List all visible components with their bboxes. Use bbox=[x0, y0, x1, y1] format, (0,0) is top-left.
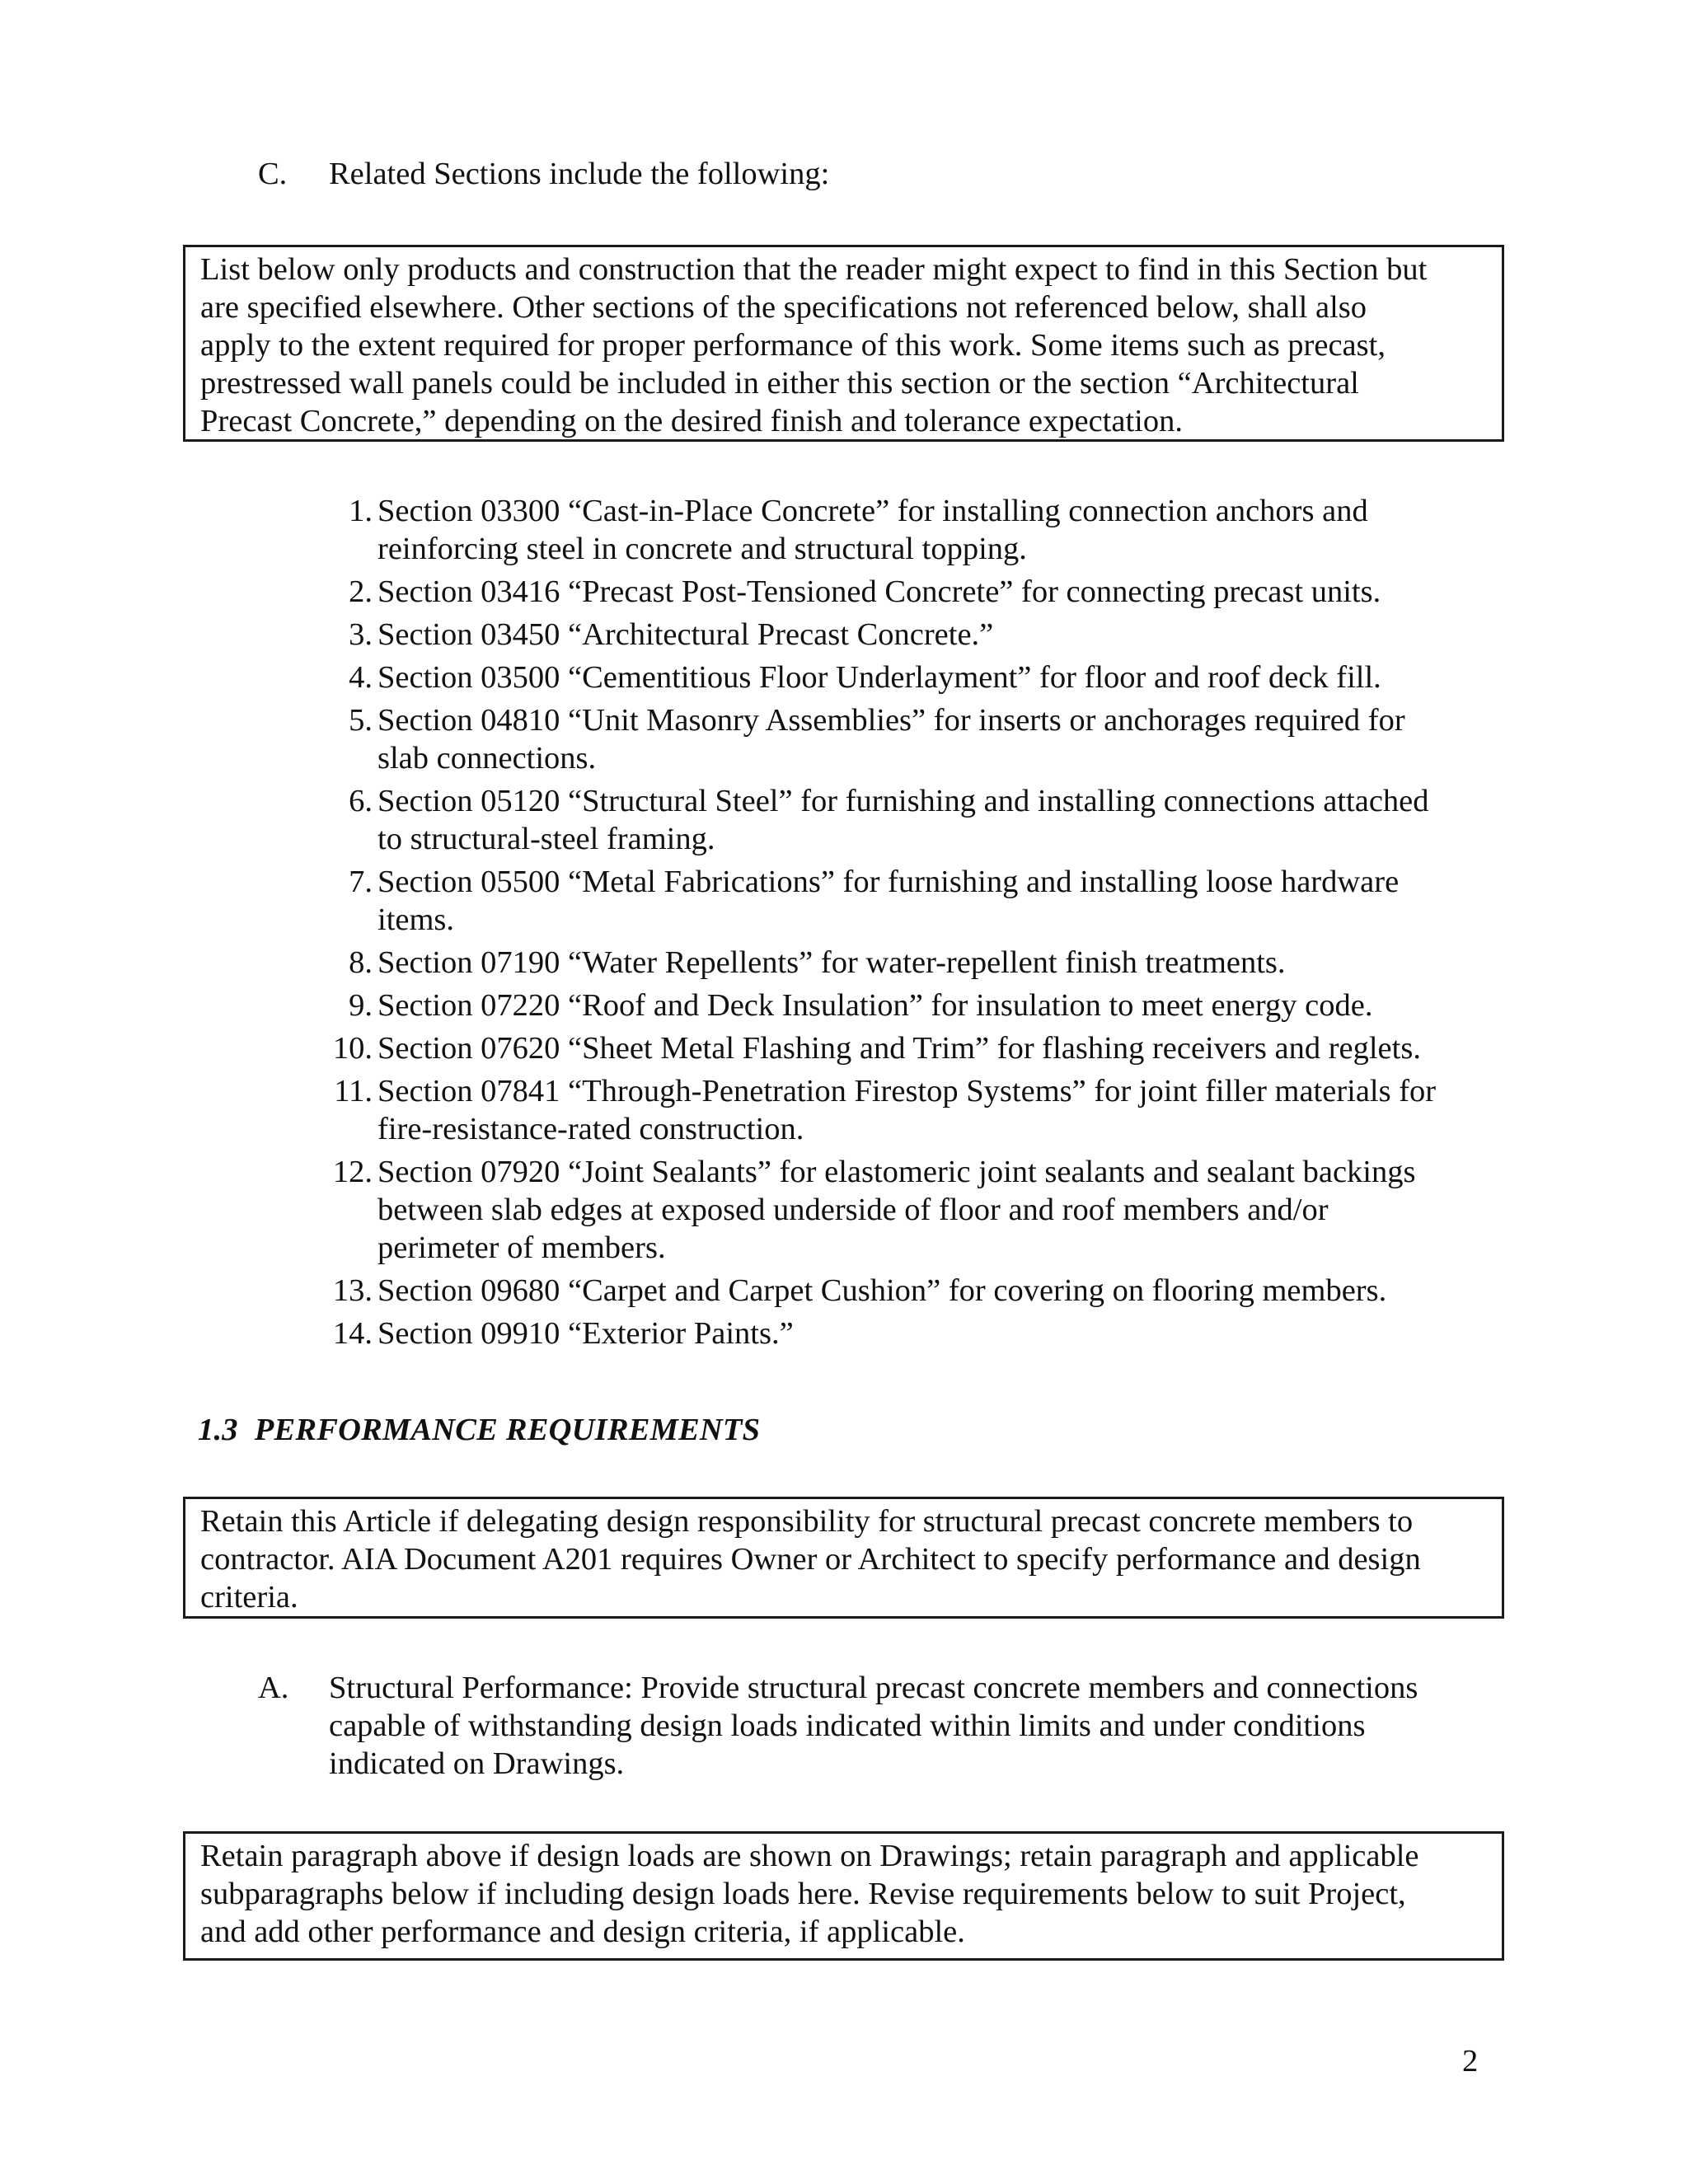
paragraph-a bbox=[258, 1669, 1418, 1783]
section-heading-title: PERFORMANCE REQUIREMENTS bbox=[254, 1413, 761, 1447]
list-item-number: 9. bbox=[349, 988, 373, 1023]
note-line: criteria. bbox=[200, 1580, 298, 1615]
list-item-number: 7. bbox=[349, 865, 373, 899]
note-line: Precast Concrete,” depending on the desired finish and tolerance expectation. bbox=[200, 404, 1183, 438]
paragraph-c-letter: C. bbox=[258, 157, 288, 191]
note-line: are specified elsewhere. Other sections of the specifications not referenced below, shall also bbox=[200, 290, 1367, 325]
list-item bbox=[326, 1272, 1436, 1310]
list-item-text: reinforcing steel in concrete and structural topping. bbox=[377, 532, 1027, 566]
list-item bbox=[326, 701, 1436, 777]
list-item-number: 10. bbox=[332, 1031, 373, 1066]
list-item-text: perimeter of members. bbox=[377, 1230, 666, 1265]
paragraph-a-line: Structural Performance: Provide structural precast concrete members and connections bbox=[329, 1671, 1418, 1705]
note-line: contractor. AIA Document A201 requires Owner or Architect to specify performance and design bbox=[200, 1542, 1421, 1577]
section-heading-number: 1.3 bbox=[198, 1413, 238, 1447]
list-item-text: Section 04810 “Unit Masonry Assemblies” for inserts or anchorages required for bbox=[377, 703, 1405, 738]
list-item-text: Section 03300 “Cast-in-Place Concrete” for installing connection anchors and bbox=[377, 494, 1368, 528]
list-item bbox=[326, 863, 1436, 939]
list-item-number: 3. bbox=[349, 617, 373, 652]
section-heading bbox=[198, 1411, 760, 1449]
list-item-text: Section 03500 “Cementitious Floor Underlayment” for floor and roof deck fill. bbox=[377, 660, 1381, 695]
list-item bbox=[326, 616, 1436, 654]
list-item bbox=[326, 573, 1436, 611]
paragraph-a-letter: A. bbox=[258, 1671, 289, 1705]
list-item-text: Section 05120 “Structural Steel” for furnishing and installing connections attached bbox=[377, 784, 1429, 818]
list-item-text: Section 07920 “Joint Sealants” for elastomeric joint sealants and sealant backings bbox=[377, 1155, 1416, 1189]
note-line: and add other performance and design criteria, if applicable. bbox=[200, 1915, 965, 1949]
list-item-number: 11. bbox=[334, 1074, 373, 1108]
list-item-text: items. bbox=[377, 902, 455, 937]
page-number: 2 bbox=[1462, 2044, 1479, 2079]
related-sections-list bbox=[326, 492, 1436, 1352]
note-line: prestressed wall panels could be included in either this section or the section “Architectural bbox=[200, 366, 1359, 401]
list-item-number: 13. bbox=[332, 1273, 373, 1308]
list-item bbox=[326, 782, 1436, 858]
list-item bbox=[326, 658, 1436, 696]
list-item-number: 5. bbox=[349, 703, 373, 738]
note-line: Retain paragraph above if design loads are shown on Drawings; retain paragraph and applicable bbox=[200, 1839, 1419, 1873]
list-item-text: Section 03450 “Architectural Precast Concrete.” bbox=[377, 617, 994, 652]
list-item-number: 1. bbox=[349, 494, 373, 528]
paragraph-a-text bbox=[329, 1669, 1418, 1783]
list-item bbox=[326, 1029, 1436, 1067]
list-item bbox=[326, 944, 1436, 982]
list-item-number: 12. bbox=[332, 1155, 373, 1189]
note-line: Retain this Article if delegating design responsibility for structural precast concrete members to bbox=[200, 1504, 1414, 1539]
note-line: subparagraphs below if including design loads here. Revise requirements below to suit Project, bbox=[200, 1877, 1406, 1911]
list-item-text: slab connections. bbox=[377, 741, 597, 776]
list-item-text: Section 07620 “Sheet Metal Flashing and Trim” for flashing receivers and reglets. bbox=[377, 1031, 1421, 1066]
paragraph-c bbox=[258, 155, 829, 193]
paragraph-c-text: Related Sections include the following: bbox=[329, 157, 830, 191]
list-item-number: 4. bbox=[349, 660, 373, 695]
list-item-text: Section 09910 “Exterior Paints.” bbox=[377, 1316, 794, 1351]
editor-note-box-2 bbox=[183, 1497, 1504, 1619]
list-item-text: Section 07190 “Water Repellents” for water-repellent finish treatments. bbox=[377, 945, 1286, 980]
note-line: apply to the extent required for proper performance of this work. Some items such as precast, bbox=[200, 328, 1386, 363]
list-item bbox=[326, 1153, 1436, 1267]
list-item-number: 14. bbox=[332, 1316, 373, 1351]
list-item bbox=[326, 987, 1436, 1024]
list-item-text: Section 09680 “Carpet and Carpet Cushion” for covering on flooring members. bbox=[377, 1273, 1387, 1308]
list-item-text: Section 05500 “Metal Fabrications” for furnishing and installing loose hardware bbox=[377, 865, 1400, 899]
list-item bbox=[326, 492, 1436, 568]
list-item bbox=[326, 1072, 1436, 1148]
list-item-text: between slab edges at exposed underside of floor and roof members and/or bbox=[377, 1193, 1329, 1227]
list-item-number: 8. bbox=[349, 945, 373, 980]
paragraph-a-line: capable of withstanding design loads indicated within limits and under conditions bbox=[329, 1708, 1366, 1743]
list-item-text: Section 07220 “Roof and Deck Insulation” for insulation to meet energy code. bbox=[377, 988, 1373, 1023]
list-item-number: 2. bbox=[349, 574, 373, 609]
note-line: List below only products and construction that the reader might expect to find in this Section but bbox=[200, 252, 1428, 287]
list-item-text: to structural-steel framing. bbox=[377, 822, 715, 856]
list-item-text: Section 03416 “Precast Post-Tensioned Concrete” for connecting precast units. bbox=[377, 574, 1381, 609]
paragraph-a-line: indicated on Drawings. bbox=[329, 1746, 625, 1781]
editor-note-box-3 bbox=[183, 1831, 1504, 1961]
list-item-text: Section 07841 “Through-Penetration Firestop Systems” for joint filler materials for bbox=[377, 1074, 1437, 1108]
list-item-text: fire-resistance-rated construction. bbox=[377, 1112, 804, 1146]
list-item bbox=[326, 1315, 1436, 1352]
editor-note-box-1 bbox=[183, 245, 1504, 442]
list-item-number: 6. bbox=[349, 784, 373, 818]
